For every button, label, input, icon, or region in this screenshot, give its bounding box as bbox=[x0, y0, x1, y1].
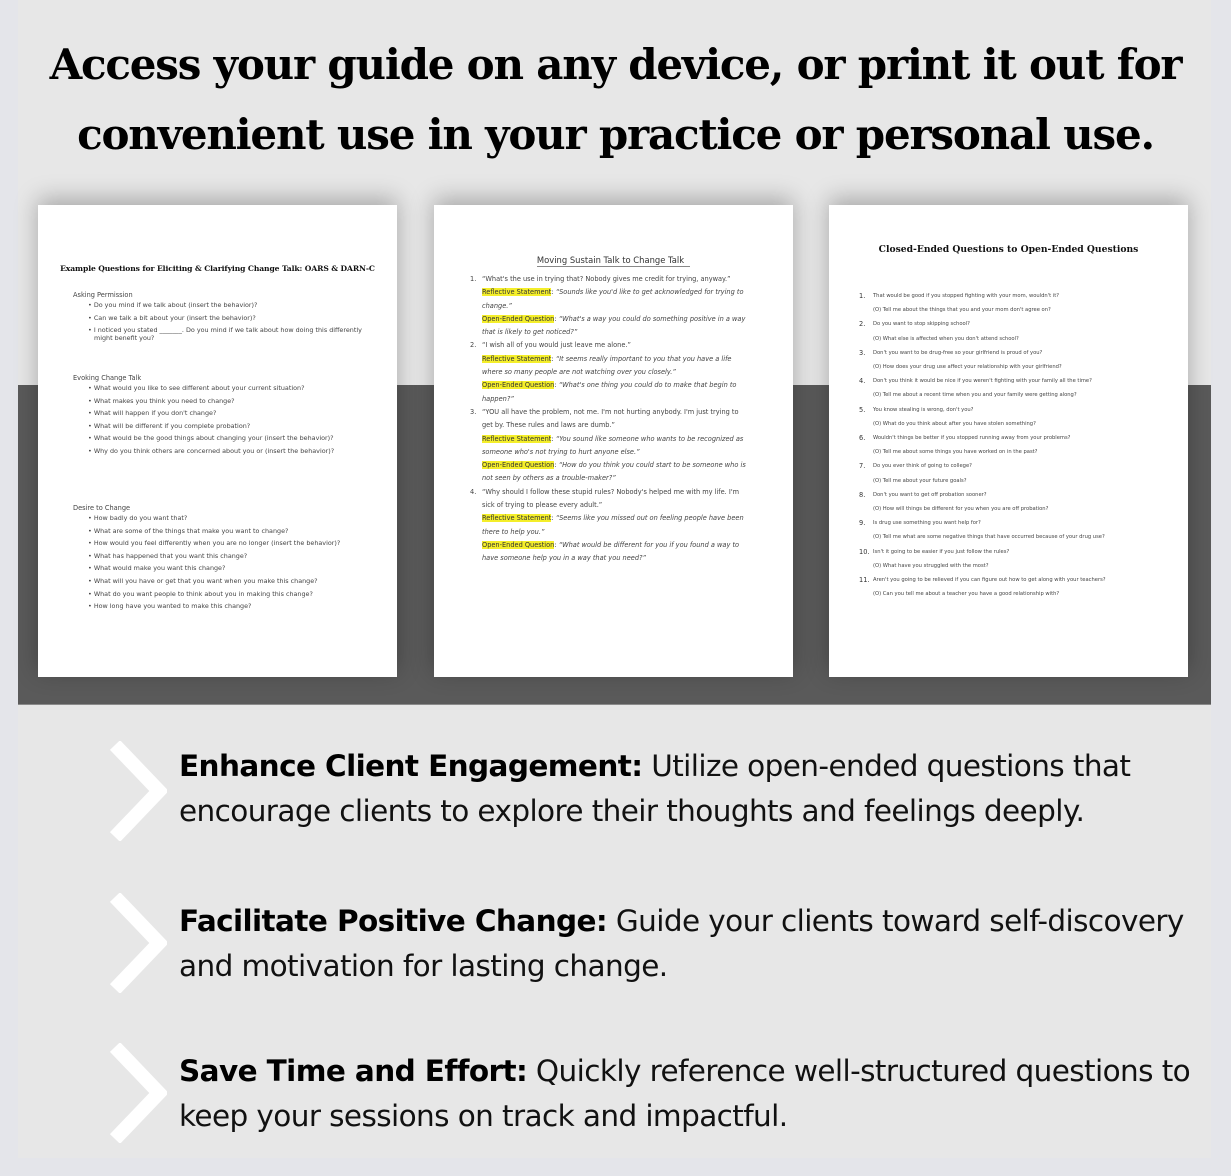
closed-question: Do you ever think of going to college? bbox=[873, 463, 972, 470]
open-ended-question: “How do you think you could start to be someone who is not seen by others as a trouble-maker?” bbox=[482, 461, 746, 483]
open-question: (O) What do you think about after you have stolen something? bbox=[873, 420, 1036, 427]
list-item: 1. “What's the use in trying that? Nobody gives me credit for trying, anyway.” Reflective Statement: “Sounds like you'd like to get acknowledged for trying to change.” Open-Ended Question: “What's a way you could do something positive in a way that is likely to get noticed?” bbox=[470, 273, 750, 339]
list-item: • Can we talk a bit about your (insert the behavior)? bbox=[88, 315, 373, 323]
reflective-label: Reflective Statement bbox=[482, 354, 552, 363]
list-item: 3. Don't you want to be drug-free so your girlfriend is proud of you? (O) How does your drug use affect your relationship with your girlfriend? bbox=[859, 346, 1179, 374]
list-item: 2. “I wish all of you would just leave me alone.” Reflective Statement: “It seems really important to you that you have a life where so many people are not watching over you closely.” Open-Ended Question: “What's one thing you could do to make that begin to happen?” bbox=[470, 339, 750, 405]
list-item: 1. That would be good if you stopped fighting with your mom, wouldn't it? (O) Tell me about the things that you and your mom don't agree on? bbox=[859, 289, 1179, 317]
reflective-statement: “Sounds like you'd like to get acknowledged for trying to change.” bbox=[482, 288, 744, 310]
closed-question: Don't you want to get off probation sooner? bbox=[873, 491, 987, 498]
open-question-label: Open-Ended Question bbox=[482, 540, 555, 549]
section-evoking-change-talk bbox=[73, 374, 373, 461]
item-number: 1. bbox=[470, 275, 477, 283]
open-question-label: Open-Ended Question bbox=[482, 461, 555, 470]
feature-facilitate-change bbox=[0, 893, 1231, 1003]
list-item: • I noticed you stated _______. Do you mind if we talk about how doing this differently might benefit you? bbox=[88, 327, 373, 342]
feature-text bbox=[179, 1049, 1209, 1139]
page-title: Closed-Ended Questions to Open-Ended Questions bbox=[878, 244, 1139, 255]
item-number: 4. bbox=[470, 487, 477, 496]
numbered-list bbox=[470, 273, 750, 566]
item-number: 3. bbox=[470, 407, 477, 416]
section-label: Desire to Change bbox=[73, 504, 131, 512]
closed-question: Aren't you going to be relieved if you can figure out how to get along with your teachers? bbox=[873, 577, 1106, 584]
list-item: 7. Do you ever think of going to college? (O) Tell me about your future goals? bbox=[859, 459, 1179, 487]
open-question: (O) Tell me about your future goals? bbox=[873, 477, 967, 484]
client-quote: “What's the use in trying that? Nobody gives me credit for trying, anyway.” bbox=[482, 275, 731, 283]
list-item: • What will be different if you complete probation? bbox=[88, 423, 373, 431]
feature-body: Guide your clients toward self-discovery and motivation for lasting change. bbox=[179, 904, 1184, 983]
list-item: • How badly do you want that? bbox=[88, 515, 373, 523]
list-item: 4. Don't you think it would be nice if you weren't fighting with your family all the time? (O) Tell me about a recent time when you and your family were getting along? bbox=[859, 374, 1179, 402]
list-item: • Do you mind if we talk about (insert the behavior)? bbox=[88, 302, 373, 310]
feature-title: Facilitate Positive Change: bbox=[179, 904, 608, 938]
reflective-label: Reflective Statement bbox=[482, 434, 552, 443]
page-title: Example Questions for Eliciting & Clarifying Change Talk: OARS & DARN-C bbox=[60, 264, 375, 273]
open-question-label: Open-Ended Question bbox=[482, 314, 555, 323]
open-ended-question: “What's a way you could do something positive in a way that is likely to get noticed?” bbox=[482, 314, 746, 337]
list-item: 6. Wouldn't things be better if you stopped running away from your problems? (O) Tell me about some things you have worked on in the past? bbox=[859, 431, 1179, 459]
open-question: (O) What else is affected when you don't attend school? bbox=[873, 335, 1019, 342]
list-item: • What are some of the things that make you want to change? bbox=[88, 528, 373, 536]
client-quote: “Why should I follow these stupid rules? Nobody's helped me with my life. I'm sick of trying to please every adult.” bbox=[482, 487, 740, 510]
list-item: 8. Don't you want to get off probation sooner? (O) How will things be different for you when you are off probation? bbox=[859, 488, 1179, 516]
closed-question: Don't you want to be drug-free so your girlfriend is proud of you? bbox=[873, 349, 1043, 356]
section-label: Evoking Change Talk bbox=[73, 374, 142, 382]
section-desire-to-change bbox=[73, 504, 373, 616]
list-item: • What would make you want this change? bbox=[88, 565, 373, 573]
list-item: • What would you like to see different about your current situation? bbox=[88, 385, 373, 393]
closed-question: Is drug use something you want help for? bbox=[873, 520, 981, 527]
feature-body: Utilize open-ended questions that encourage clients to explore their thoughts and feelings deeply. bbox=[179, 749, 1131, 828]
closed-question: Don't you think it would be nice if you weren't fighting with your family all the time? bbox=[873, 378, 1092, 385]
feature-text bbox=[179, 744, 1209, 834]
list-item: • What will happen if you don't change? bbox=[88, 410, 373, 418]
list-item: 4. “Why should I follow these stupid rules? Nobody's helped me with my life. I'm sick of trying to please every adult.” Reflective Statement: “Seems like you missed out on feeling people have been there to help you.” Open-Ended Question: “What would be different for you if you found a way to have someone help you in a way that you need?” bbox=[470, 486, 750, 566]
chevron-right-icon bbox=[107, 893, 167, 993]
closed-question: Wouldn't things be better if you stopped running away from your problems? bbox=[873, 435, 1071, 442]
reflective-statement: “You sound like someone who wants to be recognized as someone who's not trying to hurt anyone else.” bbox=[482, 434, 744, 456]
headline bbox=[0, 30, 1231, 170]
document-page-eliciting-change-talk bbox=[38, 205, 397, 677]
open-question: (O) What have you struggled with the most? bbox=[873, 562, 989, 569]
open-question: (O) Tell me about the things that you and your mom don't agree on? bbox=[873, 307, 1051, 314]
list-item: 9. Is drug use something you want help for? (O) Tell me what are some negative things that have occurred because of your drug use? bbox=[859, 516, 1179, 544]
list-item: • Why do you think others are concerned about you or (insert the behavior)? bbox=[88, 448, 373, 456]
list-item: • How long have you wanted to make this change? bbox=[88, 603, 373, 611]
headline-line-1: Access your guide on any device, or print it out for bbox=[49, 40, 1182, 89]
page-title: Moving Sustain Talk to Change Talk bbox=[434, 255, 793, 265]
reflective-label: Reflective Statement bbox=[482, 514, 552, 523]
feature-save-time bbox=[0, 1043, 1231, 1153]
open-question-label: Open-Ended Question bbox=[482, 381, 555, 390]
client-quote: “YOU all have the problem, not me. I'm not hurting anybody. I'm just trying to get by. These rules and laws are dumb.” bbox=[482, 407, 739, 430]
open-question: (O) How does your drug use affect your relationship with your girlfriend? bbox=[873, 364, 1062, 371]
reflective-statement: “It seems really important to you that you have a life where so many people are not watching over you closely.” bbox=[482, 354, 732, 377]
section-label: Asking Permission bbox=[73, 291, 133, 299]
closed-question: Isn't it going to be easier if you just follow the rules? bbox=[873, 548, 1010, 555]
closed-question: That would be good if you stopped fighting with your mom, wouldn't it? bbox=[873, 293, 1060, 299]
list-item: • What do you want people to think about you in making this change? bbox=[88, 591, 373, 599]
chevron-right-icon bbox=[107, 1043, 167, 1143]
open-question: (O) Tell me about some things you have worked on in the past? bbox=[873, 449, 1038, 456]
list-item: • What has happened that you want this change? bbox=[88, 553, 373, 561]
feature-title: Enhance Client Engagement: bbox=[179, 749, 643, 783]
open-question: (O) Tell me what are some negative things that have occurred because of your drug use? bbox=[873, 534, 1105, 541]
closed-question: You know stealing is wrong, don't you? bbox=[873, 406, 974, 413]
list-item: 3. “YOU all have the problem, not me. I'm not hurting anybody. I'm just trying to get by. These rules and laws are dumb.” Reflective Statement: “You sound like someone who wants to be recognized as someone who's not trying to hurt anyone else.” Open-Ended Question: “How do you think you could start to be someone who is not seen by others as a trouble-maker?” bbox=[470, 406, 750, 486]
chevron-right-icon bbox=[107, 741, 167, 841]
closed-question: Do you want to stop skipping school? bbox=[873, 321, 970, 328]
list-item: • How would you feel differently when you are no longer (insert the behavior)? bbox=[88, 540, 373, 548]
open-ended-question: “What's one thing you could do to make that begin to happen?” bbox=[482, 381, 737, 403]
reflective-statement: “Seems like you missed out on feeling people have been there to help you.” bbox=[482, 514, 744, 536]
open-question: (O) How will things be different for you when you are off probation? bbox=[873, 506, 1049, 513]
open-question: (O) Tell me about a recent time when you and your family were getting along? bbox=[873, 392, 1077, 399]
list-item: 5. You know stealing is wrong, don't you? (O) What do you think about after you have stolen something? bbox=[859, 403, 1179, 431]
list-item: • What makes you think you need to change? bbox=[88, 398, 373, 406]
list-item: 11. Aren't you going to be relieved if you can figure out how to get along with your teachers? (O) Can you tell me about a teacher you have a good relationship with? bbox=[859, 573, 1179, 601]
list-item: 2. Do you want to stop skipping school? (O) What else is affected when you don't attend school? bbox=[859, 317, 1179, 345]
item-number: 2. bbox=[470, 341, 477, 350]
headline-line-2: convenient use in your practice or personal use. bbox=[77, 110, 1154, 159]
document-page-closed-to-open-questions bbox=[829, 205, 1188, 677]
section-asking-permission bbox=[73, 291, 373, 347]
client-quote: “I wish all of you would just leave me alone.” bbox=[482, 341, 631, 350]
document-page-sustain-to-change-talk bbox=[434, 205, 793, 677]
list-item: 10. Isn't it going to be easier if you just follow the rules? (O) What have you struggled with the most? bbox=[859, 545, 1179, 573]
numbered-list bbox=[859, 289, 1179, 601]
feature-title: Save Time and Effort: bbox=[179, 1054, 528, 1088]
open-question: (O) Can you tell me about a teacher you have a good relationship with? bbox=[873, 591, 1060, 598]
feature-body: Quickly reference well-structured questions to keep your sessions on track and impactful. bbox=[179, 1054, 1191, 1133]
open-ended-question: “What would be different for you if you found a way to have someone help you in a way that you need?” bbox=[482, 540, 740, 563]
reflective-label: Reflective Statement bbox=[482, 288, 552, 297]
list-item: • What would be the good things about changing your (insert the behavior)? bbox=[88, 435, 373, 443]
feature-text bbox=[179, 899, 1209, 989]
feature-enhance-engagement bbox=[0, 741, 1231, 851]
list-item: • What will you have or get that you want when you make this change? bbox=[88, 578, 373, 586]
